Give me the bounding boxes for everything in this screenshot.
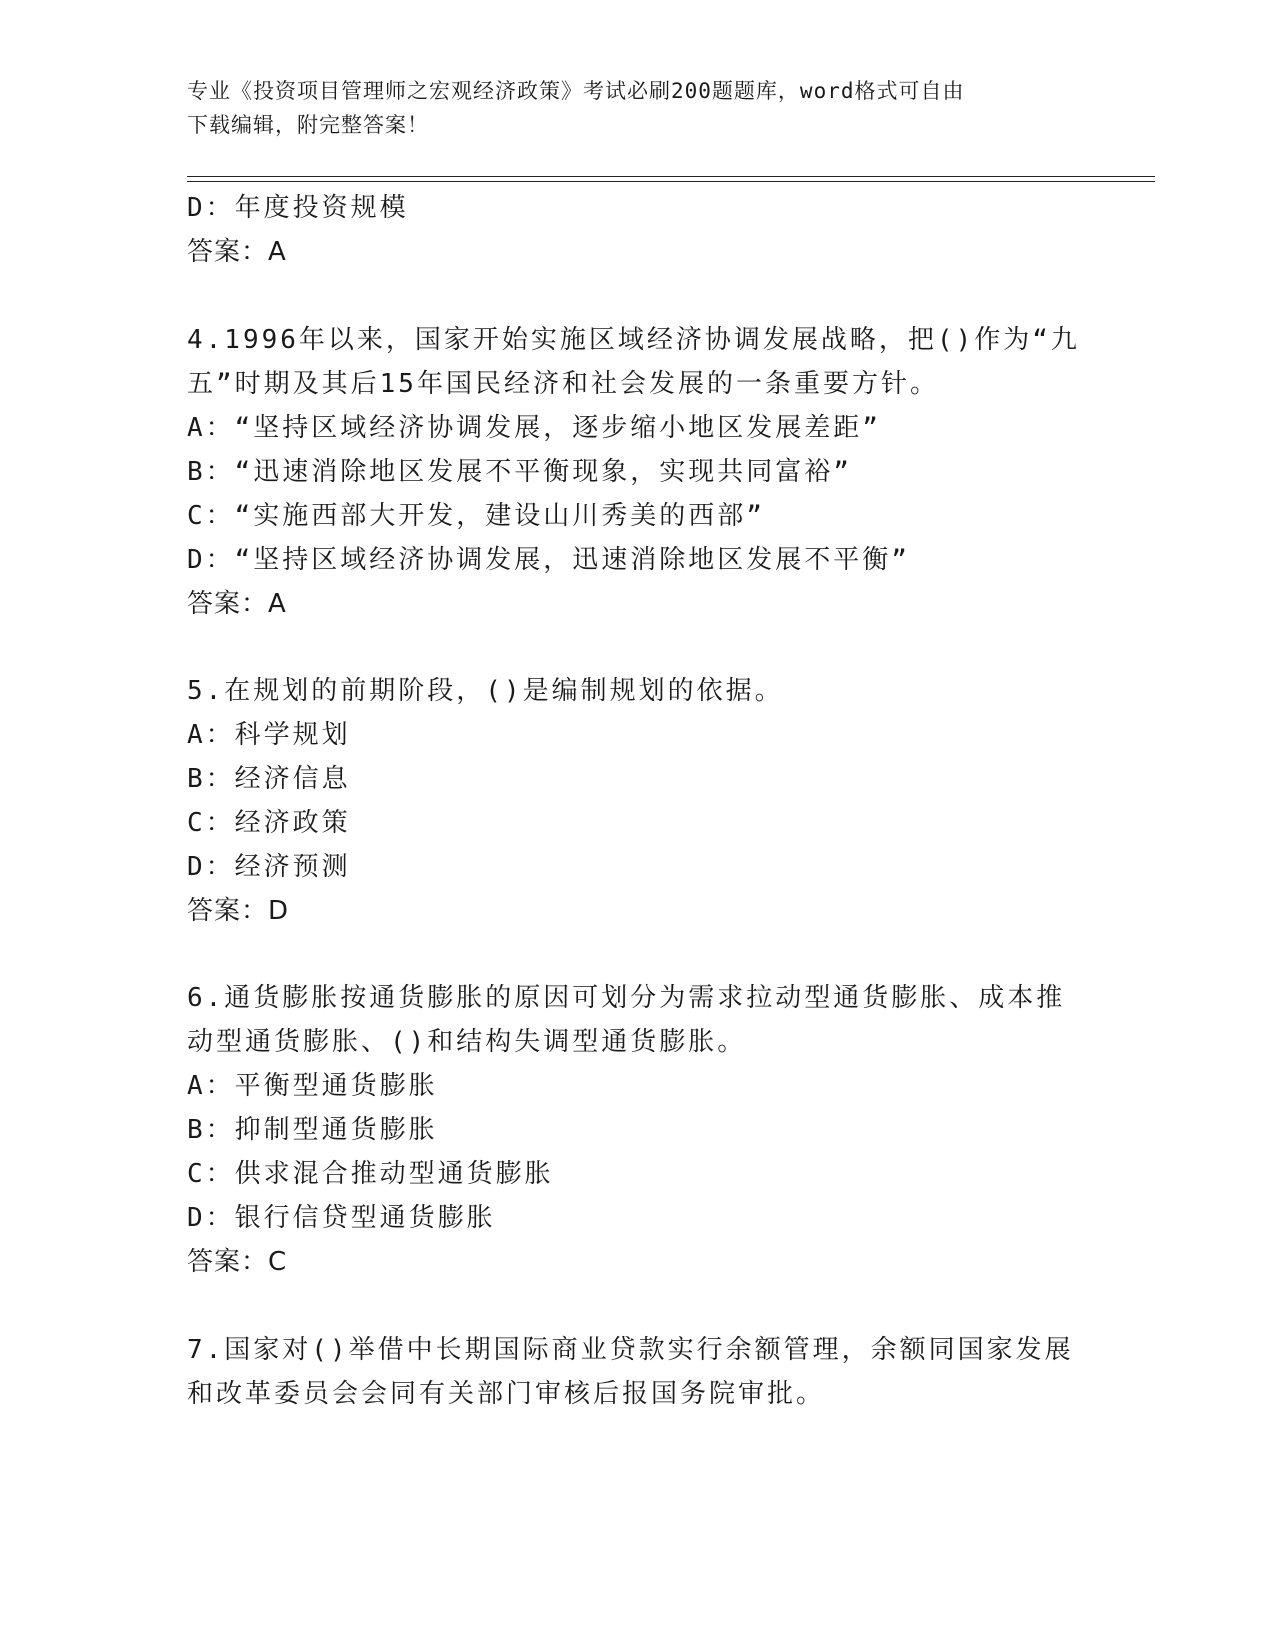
q4-answer: 答案：A xyxy=(187,589,287,619)
q6-option-d: D：银行信贷型通货膨胀 xyxy=(187,1203,496,1233)
q4-option-b: B：“迅速消除地区发展不平衡现象，实现共同富裕” xyxy=(187,457,852,487)
q4-option-a: A：“坚持区域经济协调发展，逐步缩小地区发展差距” xyxy=(187,413,881,443)
q6-option-b: B：抑制型通货膨胀 xyxy=(187,1115,438,1145)
q5-option-a: A：科学规划 xyxy=(187,720,351,750)
q4-stem-line-1: 4.1996年以来，国家开始实施区域经济协调发展战略，把()作为“九 xyxy=(187,325,1080,355)
header-divider-top xyxy=(187,176,1155,177)
q6-answer: 答案：C xyxy=(187,1247,288,1277)
page-header xyxy=(187,74,1087,142)
q6-option-c: C：供求混合推动型通货膨胀 xyxy=(187,1159,554,1189)
q3-option-d: D：年度投资规模 xyxy=(187,193,409,223)
header-line-2: 下载编辑，附完整答案！ xyxy=(187,113,429,137)
q5-answer: 答案：D xyxy=(187,896,290,926)
q5-option-b: B：经济信息 xyxy=(187,764,351,794)
q4-stem-line-2: 五”时期及其后15年国民经济和社会发展的一条重要方针。 xyxy=(187,369,939,399)
q4-option-d: D：“坚持区域经济协调发展，迅速消除地区发展不平衡” xyxy=(187,545,910,575)
header-line-1: 专业《投资项目管理师之宏观经济政策》考试必刷200题题库，word格式可自由 xyxy=(187,79,965,103)
q5-stem-line-1: 5.在规划的前期阶段，()是编制规划的依据。 xyxy=(187,676,784,706)
q5-option-d: D：经济预测 xyxy=(187,852,351,882)
header-divider-bottom xyxy=(187,181,1155,182)
q7-stem-line-2: 和改革委员会会同有关部门审核后报国务院审批。 xyxy=(187,1379,826,1409)
q3-answer: 答案：A xyxy=(187,237,287,267)
q6-stem-line-1: 6.通货膨胀按通货膨胀的原因可划分为需求拉动型通货膨胀、成本推 xyxy=(187,983,1066,1013)
q6-stem-line-2: 动型通货膨胀、()和结构失调型通货膨胀。 xyxy=(187,1027,747,1057)
q6-option-a: A：平衡型通货膨胀 xyxy=(187,1071,438,1101)
q5-option-c: C：经济政策 xyxy=(187,808,351,838)
q7-stem-line-1: 7.国家对()举借中长期国际商业贷款实行余额管理，余额同国家发展 xyxy=(187,1335,1074,1365)
q4-option-c: C：“实施西部大开发，建设山川秀美的西部” xyxy=(187,501,765,531)
